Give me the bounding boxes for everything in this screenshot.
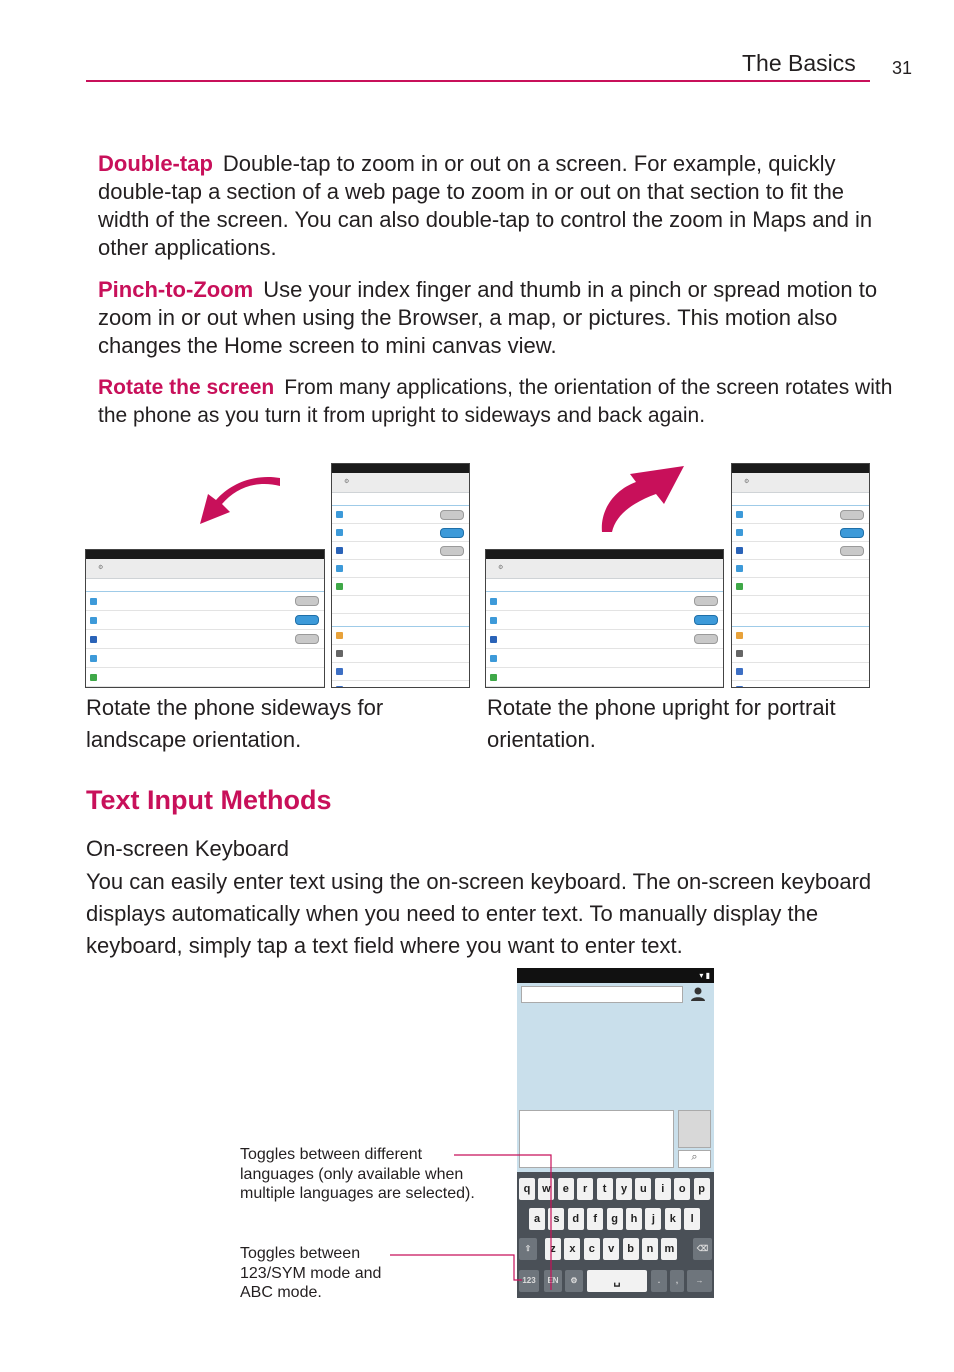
space-key: ␣ [587,1270,647,1292]
key-u: u [635,1178,651,1200]
key-r: r [577,1178,593,1200]
language-key: EN [544,1270,562,1292]
gesture-term: Pinch-to-Zoom [98,277,254,302]
shift-key: ⇧ [519,1238,537,1260]
period-key: . [651,1270,667,1292]
landscape-settings-screenshot: ⚙ [85,549,325,688]
key-v: v [603,1238,619,1260]
key-h: h [626,1208,642,1230]
portrait-settings-screenshot: ⚙ [331,463,470,688]
portrait-settings-screenshot: ⚙ [731,463,870,688]
section-subtitle: On-screen Keyboard [86,836,289,861]
gesture-term: Double-tap [98,151,213,176]
sym-mode-callout: Toggles between 123/SYM mode and ABC mode. [240,1245,382,1301]
gesture-text: Use your index finger and thumb in a pinch or spread motion to zoom in or out when using the Browser, a map, or pictures. This motion also changes the Home screen to mini canvas view. [98,277,878,358]
sym-mode-key: 123 [519,1270,539,1292]
key-t: t [597,1178,613,1200]
key-j: j [645,1208,661,1230]
key-k: k [665,1208,681,1230]
key-s: s [548,1208,564,1230]
landscape-settings-screenshot: ⚙ [485,549,724,688]
running-header-title: The Basics [742,50,856,76]
attach-icon: ⌕ [678,1150,711,1168]
landscape-caption: Rotate the phone sideways for landscape orientation. [86,695,384,752]
page-number: 31 [892,58,913,78]
section-body: You can easily enter text using the on-screen keyboard. The on-screen keyboard displays automatically when you need to enter text. To manually display the keyboard, simply tap a text field where you want to enter text. [86,869,872,958]
comma-key: , [670,1270,684,1292]
keyboard-screenshot: ▾ ▮ ⌕ q w e r t y u i o p a s d f g h j k l z x c v b n m ⇧ ⌫ 123 EN ⚙ ␣ . , → [517,968,714,1298]
backspace-key: ⌫ [693,1238,712,1260]
key-q: q [519,1178,535,1200]
key-n: n [642,1238,658,1260]
section-title: Text Input Methods [86,785,332,815]
next-key: → [687,1270,712,1292]
key-y: y [616,1178,632,1200]
key-i: i [655,1178,671,1200]
key-l: l [684,1208,700,1230]
key-c: c [584,1238,600,1260]
gesture-term: Rotate the screen [98,376,275,399]
language-toggle-callout: Toggles between different languages (only available when multiple languages are selected). [240,1146,475,1202]
portrait-caption: Rotate the phone upright for portrait orientation. [487,695,836,752]
key-g: g [607,1208,623,1230]
key-z: z [545,1238,561,1260]
key-f: f [587,1208,603,1230]
gesture-text: Double-tap to zoom in or out on a screen. For example, quickly double-tap a section of a web page to zoom in or out on that section to fit the width of the screen. You can also double-tap to control the zoom in Maps and in other applications. [98,151,873,260]
key-p: p [694,1178,710,1200]
gesture-text: From many applications, the orientation of the screen rotates with the phone as you turn it from upright to sideways and back again. [98,376,893,427]
key-o: o [674,1178,690,1200]
key-x: x [564,1238,580,1260]
key-e: e [558,1178,574,1200]
key-d: d [568,1208,584,1230]
key-b: b [623,1238,639,1260]
settings-key: ⚙ [565,1270,583,1292]
key-w: w [538,1178,554,1200]
key-m: m [661,1238,677,1260]
key-a: a [529,1208,545,1230]
